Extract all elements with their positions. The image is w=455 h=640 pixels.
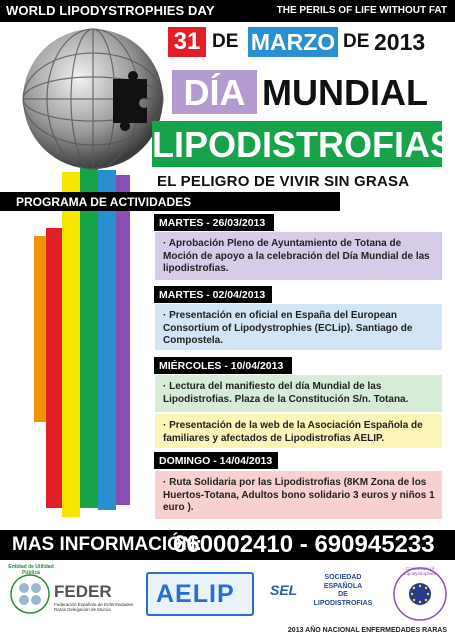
title-lipodistrofias: LIPODISTROFIAS [152, 121, 442, 167]
date-line [168, 27, 453, 57]
top-banner-left: WORLD LIPODYSTROPHIES DAY [6, 3, 215, 18]
event-box: · Presentación en oficial en España del European Consortium of Lipodystrophies (ECLip). Santiago de Compostela. [155, 304, 442, 350]
logos-strip [0, 560, 455, 626]
aelip-logo [146, 572, 254, 616]
day-header: DOMINGO - 14/04/2013 [154, 452, 278, 469]
stripe-green [80, 168, 98, 508]
stripe-red [46, 228, 62, 508]
top-banner-right: THE PERILS OF LIFE WITHOUT FAT [276, 5, 447, 16]
feder-logo [8, 566, 136, 622]
sel-text-line: ESPAÑOLA [323, 582, 363, 590]
info-label: MAS INFORMACIÓN: [12, 534, 202, 555]
sel-text-line: SOCIEDAD [324, 574, 362, 581]
subtitle: EL PELIGRO DE VIVIR SIN GRASA [157, 173, 410, 190]
top-banner [0, 0, 455, 22]
feder-name: FEDER [54, 582, 112, 601]
day-header: MARTES - 02/04/2013 [154, 286, 272, 303]
event-box: · Lectura del manifiesto del día Mundial de las Lipodistrofias. Plaza de la Constitución S/n. Totana. [155, 375, 442, 412]
sel-logo [270, 570, 382, 620]
sel-text [306, 574, 380, 608]
feder-sub: Federación Española de Enfermedades Raras Delegación de Murcia [54, 602, 134, 612]
consortium-text: Consortium of Lipodystrophies [404, 566, 436, 576]
stripe-purple [116, 175, 130, 505]
title-dia: DÍA [172, 70, 257, 114]
event-box: · Presentación de la web de la Asociación Española de familiares y afectados de Lipodistrofias AELIP. [155, 414, 442, 448]
sel-text-line: DE [338, 591, 348, 598]
info-bar [0, 530, 455, 560]
date-de: DE [212, 31, 239, 52]
feder-arc-text: Entidad de Utilidad Pública [8, 564, 54, 576]
sel-text-line: LIPODISTROFIAS [313, 599, 373, 607]
aelip-name: AELIP [156, 580, 235, 608]
puzzle-globe-icon [18, 24, 168, 174]
event-box: · Aprobación Pleno de Ayuntamiento de Totana de Moción de apoyo a la celebración del Día Mundial de las lipodistrofias. [155, 232, 442, 280]
date-month: MARZO [248, 27, 338, 57]
stripe-orange [34, 236, 46, 422]
eclip-logo [392, 566, 448, 622]
stripe-yellow [62, 172, 80, 517]
programa-title: PROGRAMA DE ACTIVIDADES [16, 195, 192, 209]
footer-text: 2013 AÑO NACIONAL ENFERMEDADES RARAS [287, 627, 447, 634]
programa-header [0, 192, 340, 211]
day-header: MIÉRCOLES - 10/04/2013 [154, 357, 292, 374]
date-year: 2013 [374, 29, 426, 55]
sel-mark: SEL [270, 582, 298, 598]
event-box: · Ruta Solidaria por las Lipodistrofias (8KM Zona de los Huertos-Totana, Adultos bono solidario 3 euros y niños 1 euro ). [155, 471, 442, 519]
stripe-blue [98, 170, 116, 510]
title-mundial: MUNDIAL [262, 72, 428, 113]
date-de: DE [343, 31, 370, 52]
info-phones: 660002410 - 690945233 [173, 531, 435, 558]
day-header: MARTES - 26/03/2013 [154, 214, 274, 231]
date-day: 31 [168, 27, 206, 57]
